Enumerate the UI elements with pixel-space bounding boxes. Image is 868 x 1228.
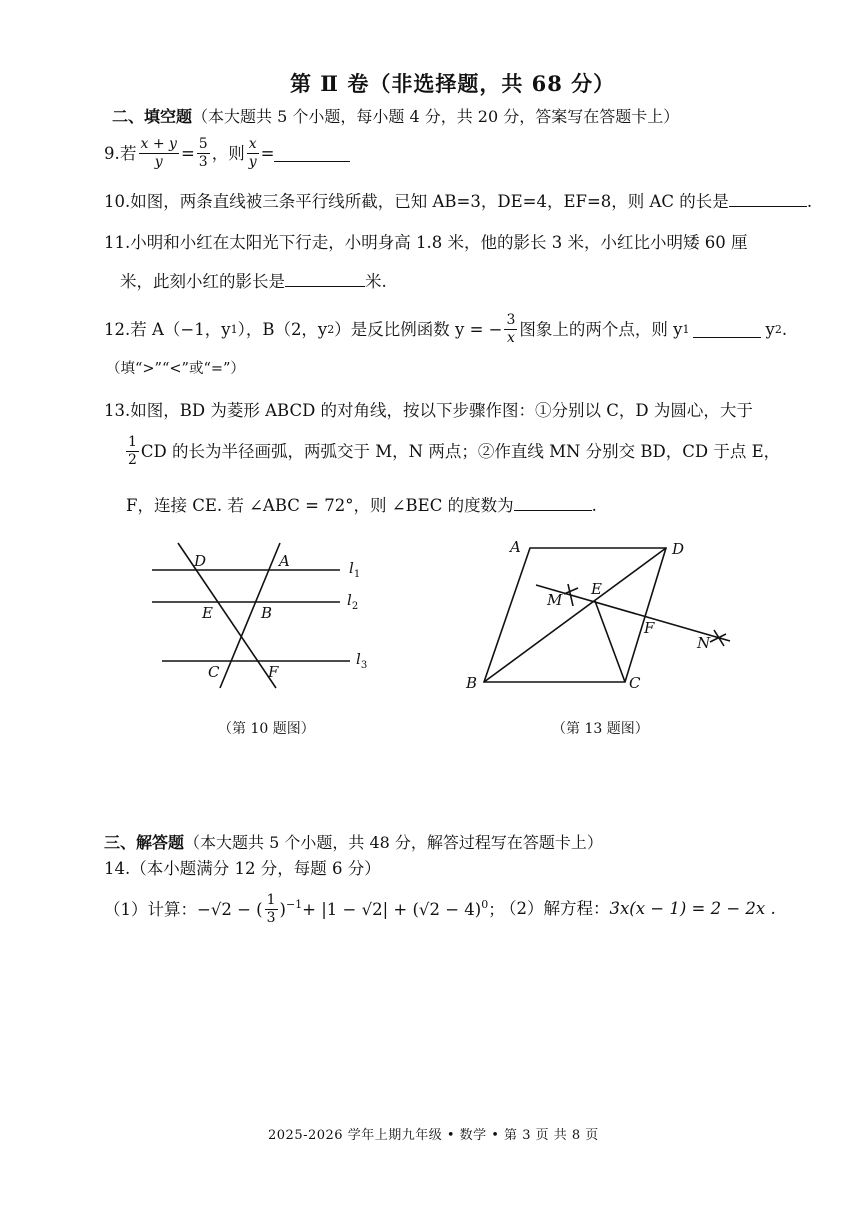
question-11 [104,232,747,254]
arc-mark-M2 [564,588,578,594]
fraction-numerator: x [248,136,257,152]
figure-13 [460,534,750,694]
p1-expr-a: −√2 − ( [197,899,263,919]
point-label-A: A [279,552,290,570]
question-number: 10. [104,192,131,211]
fraction-denominator: x [506,330,515,346]
question-13-line2 [126,434,780,469]
line-label-l1 [349,559,360,580]
subscript: 2 [327,322,335,336]
q13-line3a: F，连接 CE. 若 ∠ABC = 72°，则 ∠BEC 的度数为 [126,496,514,515]
line-label-subscript: 1 [353,569,361,580]
segment-CE [595,601,625,682]
q11-line2b: 米. [365,272,387,291]
point-label-C: C [629,674,641,692]
q14-desc: （本小题满分 12 分，每题 6 分） [130,859,381,878]
point-label-B: B [466,674,478,692]
question-10 [104,190,812,213]
q13-line2: CD 的长为半径画弧，两弧交于 M，N 两点；②作直线 MN 分别交 BD，CD 于点 E， [140,441,781,461]
equals-sign: = [180,143,195,163]
point-label-A: A [510,538,521,556]
fraction-one-half [126,434,139,469]
q13-line3b: . [591,496,597,515]
point-label-N: N [697,634,711,652]
exponent: −1 [285,898,303,911]
point-label-C: C [208,663,220,681]
section-label: 三、解答题 [104,833,185,852]
answer-blank [285,270,365,287]
point-label-E: E [591,580,602,598]
line-label-l3 [356,650,367,671]
fraction-denominator: 2 [128,452,137,468]
q12-hint: （填“>”“<”或“=”） [106,361,245,377]
part-label: （1）计算： [104,899,197,919]
fraction-denominator: 3 [266,910,276,926]
q12-end: . [781,319,788,339]
p1-expr-c: + |1 − √2| + (√2 − 4) [302,899,482,919]
q14-part2 [500,898,776,920]
question-14 [104,858,381,880]
question-12 [104,312,787,347]
fraction-denominator: y [154,154,163,170]
fraction-numerator: x + y [140,136,177,152]
answer-blank [514,494,592,511]
point-label-M: M [547,591,563,609]
question-number: 11. [104,233,131,252]
figure-10-caption: （第 10 题图） [218,721,315,737]
line-label-subscript: 2 [351,601,359,612]
p2-equation: 3x(x − 1) = 2 − 2x . [609,899,776,918]
question-11-line2 [120,270,387,293]
q13-line1: 如图，BD 为菱形 ABCD 的对角线，按以下步骤作图：①分别以 C，D 为圆心，大于 [130,401,753,420]
q14-part1 [104,892,505,927]
q10-text: 如图，两条直线被三条平行线所截，已知 AB=3，DE=4，EF=8，则 AC 的长是 [130,192,729,211]
q12-text-c: ）是反比例函数 y = − [334,319,503,339]
fraction-x-over-y [247,136,259,171]
line-label-subscript: 3 [360,660,368,671]
fraction-5-over-3 [197,136,210,171]
figure-10 [140,536,400,696]
q9-text-mid: ，则 [211,143,245,163]
subscript: 2 [774,322,782,336]
part-label: （2）解方程： [500,899,610,918]
fraction-numerator: 1 [128,434,137,450]
q12-text-e: y [765,319,775,339]
answer-blank [274,145,350,162]
line-label-l2 [347,591,358,612]
exponent: 0 [481,898,489,911]
point-label-F: F [644,619,655,637]
subscript: 1 [682,322,690,336]
point-label-D: D [672,540,685,558]
point-label-F: F [268,663,279,681]
equals-sign: = [260,143,275,163]
subscript: 1 [230,322,238,336]
question-number: 13. [104,401,131,420]
p1-expr-b: ) [279,899,286,919]
figure-13-caption: （第 13 题图） [552,721,649,737]
section-label: 二、填空题 [112,107,193,126]
page-title: 第 Ⅱ 卷（非选择题，共 68 分） [290,71,616,96]
q9-text-pre: 若 [120,143,137,163]
p1-expr-d: ； [488,899,505,919]
question-13 [104,400,753,422]
section-heading-solutions [104,830,603,853]
point-label-E: E [202,604,213,622]
question-number: 14. [104,859,131,878]
q12-text-a: 若 A（−1，y [130,319,231,339]
section-heading-fill-blank [112,104,679,127]
line-label-letter: l [356,650,361,668]
question-number: 9. [104,143,120,163]
fraction-3-over-x [504,312,517,347]
section-desc: （本大题共 5 个小题，共 48 分，解答过程写在答题卡上） [184,833,603,852]
fraction-denominator: y [248,154,257,170]
fraction-numerator: 5 [198,136,208,152]
question-13-line3 [126,494,597,517]
page-footer: 2025-2026 学年上期九年级 • 数学 • 第 3 页 共 8 页 [268,1128,599,1143]
q12-text-d: 图象上的两个点，则 y [519,319,683,339]
section-desc: （本大题共 5 个小题，每小题 4 分，共 20 分，答案写在答题卡上） [192,107,680,126]
point-label-D: D [194,552,207,570]
fraction-x-plus-y-over-y [139,136,179,171]
fraction-numerator: 1 [266,892,276,908]
q10-end: . [806,192,813,211]
answer-blank [693,321,761,338]
fraction-denominator: 3 [198,154,208,170]
answer-blank [729,190,807,207]
fraction-numerator: 3 [506,312,516,328]
q11-line1: 小明和小红在太阳光下行走，小明身高 1.8 米，他的影长 3 米，小红比小明矮 60 厘 [130,233,748,252]
question-number: 12. [104,319,131,339]
question-9 [104,136,350,171]
line-label-letter: l [349,559,354,577]
line-label-letter: l [347,591,352,609]
point-label-B: B [261,604,273,622]
fraction-one-third [265,892,278,927]
q12-text-b: ），B（2，y [237,319,328,339]
q11-line2a: 米，此刻小红的影长是 [120,272,285,291]
